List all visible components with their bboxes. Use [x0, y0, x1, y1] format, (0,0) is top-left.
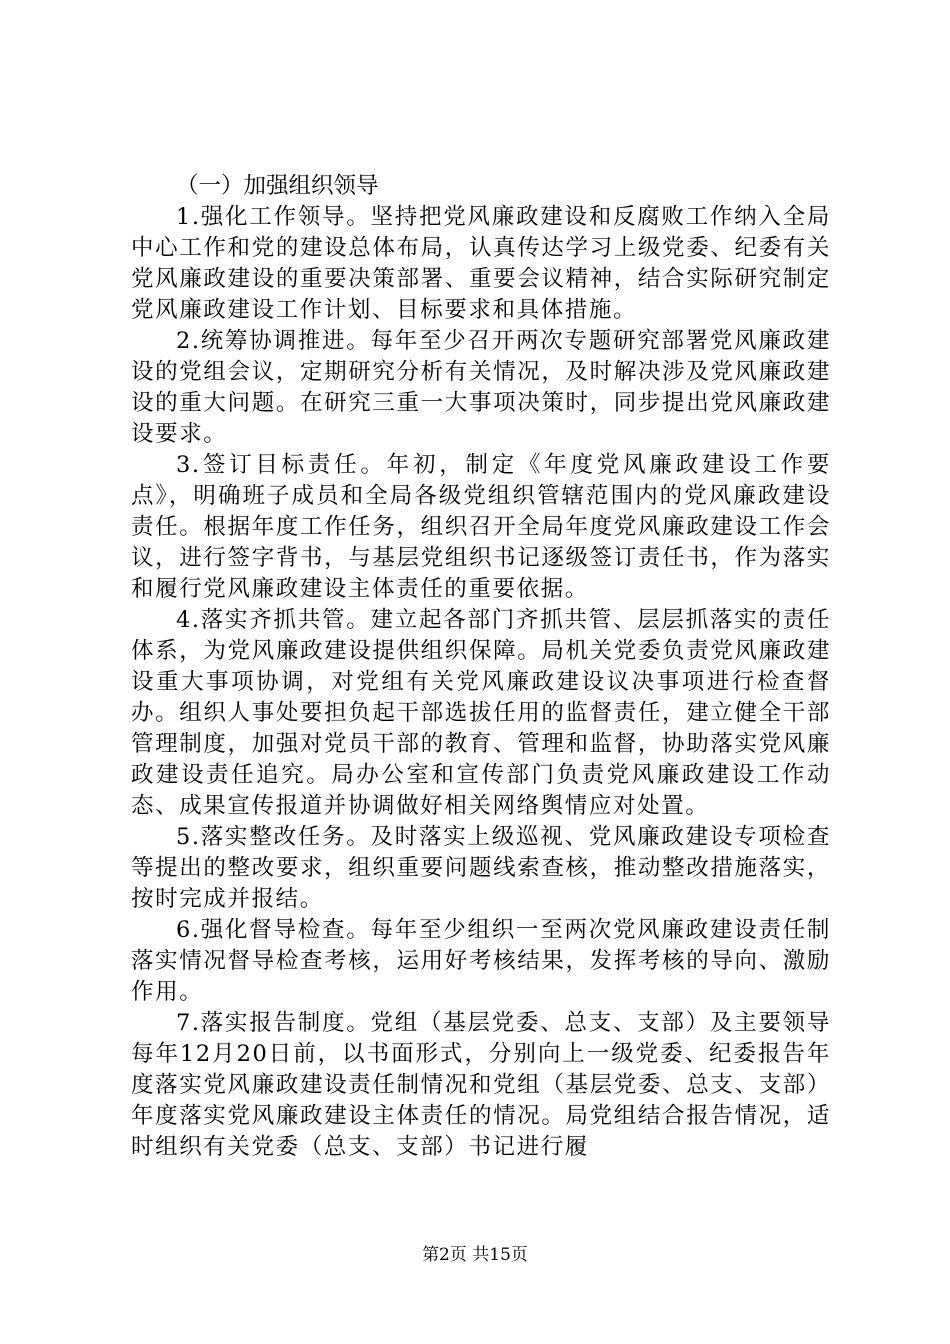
- paragraph-6: 6.强化督导检查。每年至少组织一至两次党风廉政建设责任制落实情况督导检查考核，运用好考核结果，发挥考核的导向、激励作用。: [131, 917, 831, 1005]
- paragraph-4: 4.落实齐抓共管。建立起各部门齐抓共管、层层抓落实的责任体系，为党风廉政建设提供组织保障。局机关党委负责党风廉政建设重大事项协调，对党组有关党风廉政建设议决事项进行检查督办。组织人事处要担负起干部选拔任用的监督责任，建立健全干部管理制度，加强对党员干部的教育、管理和监督，协助落实党风廉政建设责任追究。局办公室和宣传部门负责党风廉政建设工作动态、成果宣传报道并协调做好相关网络舆情应对处置。: [131, 607, 831, 819]
- paragraph-2: 2.统筹协调推进。每年至少召开两次专题研究部署党风廉政建设的党组会议，定期研究分析有关情况，及时解决涉及党风廉政建设的重大问题。在研究三重一大事项决策时，同步提出党风廉政建设要求。: [131, 328, 831, 447]
- document-body: [131, 171, 831, 1163]
- paragraph-5: 5.落实整改任务。及时落实上级巡视、党风廉政建设专项检查等提出的整改要求，组织重要问题线索查核，推动整改措施落实，按时完成并报结。: [131, 824, 831, 912]
- paragraph-1: 1.强化工作领导。坚持把党风廉政建设和反腐败工作纳入全局中心工作和党的建设总体布局，认真传达学习上级党委、纪委有关党风廉政建设的重要决策部署、重要会议精神，结合实际研究制定党风廉政建设工作计划、目标要求和具体措施。: [131, 204, 831, 323]
- section-heading: （一）加强组织领导: [176, 173, 379, 199]
- paragraph-7: 7.落实报告制度。党组（基层党委、总支、支部）及主要领导每年12月20日前，以书面形式，分别向上一级党委、纪委报告年度落实党风廉政建设责任制情况和党组（基层党委、总支、支部）年度落实党风廉政建设主体责任的情况。局党组结合报告情况，适时组织有关党委（总支、支部）书记进行履: [131, 1010, 831, 1160]
- page-footer: 第2页 共15页: [422, 1245, 528, 1265]
- paragraph-3: 3.签订目标责任。年初，制定《年度党风廉政建设工作要点》，明确班子成员和全局各级党组织管辖范围内的党风廉政建设责任。根据年度工作任务，组织召开全局年度党风廉政建设工作会议，进行签字背书，与基层党组织书记逐级签订责任书，作为落实和履行党风廉政建设主体责任的重要依据。: [131, 452, 831, 602]
